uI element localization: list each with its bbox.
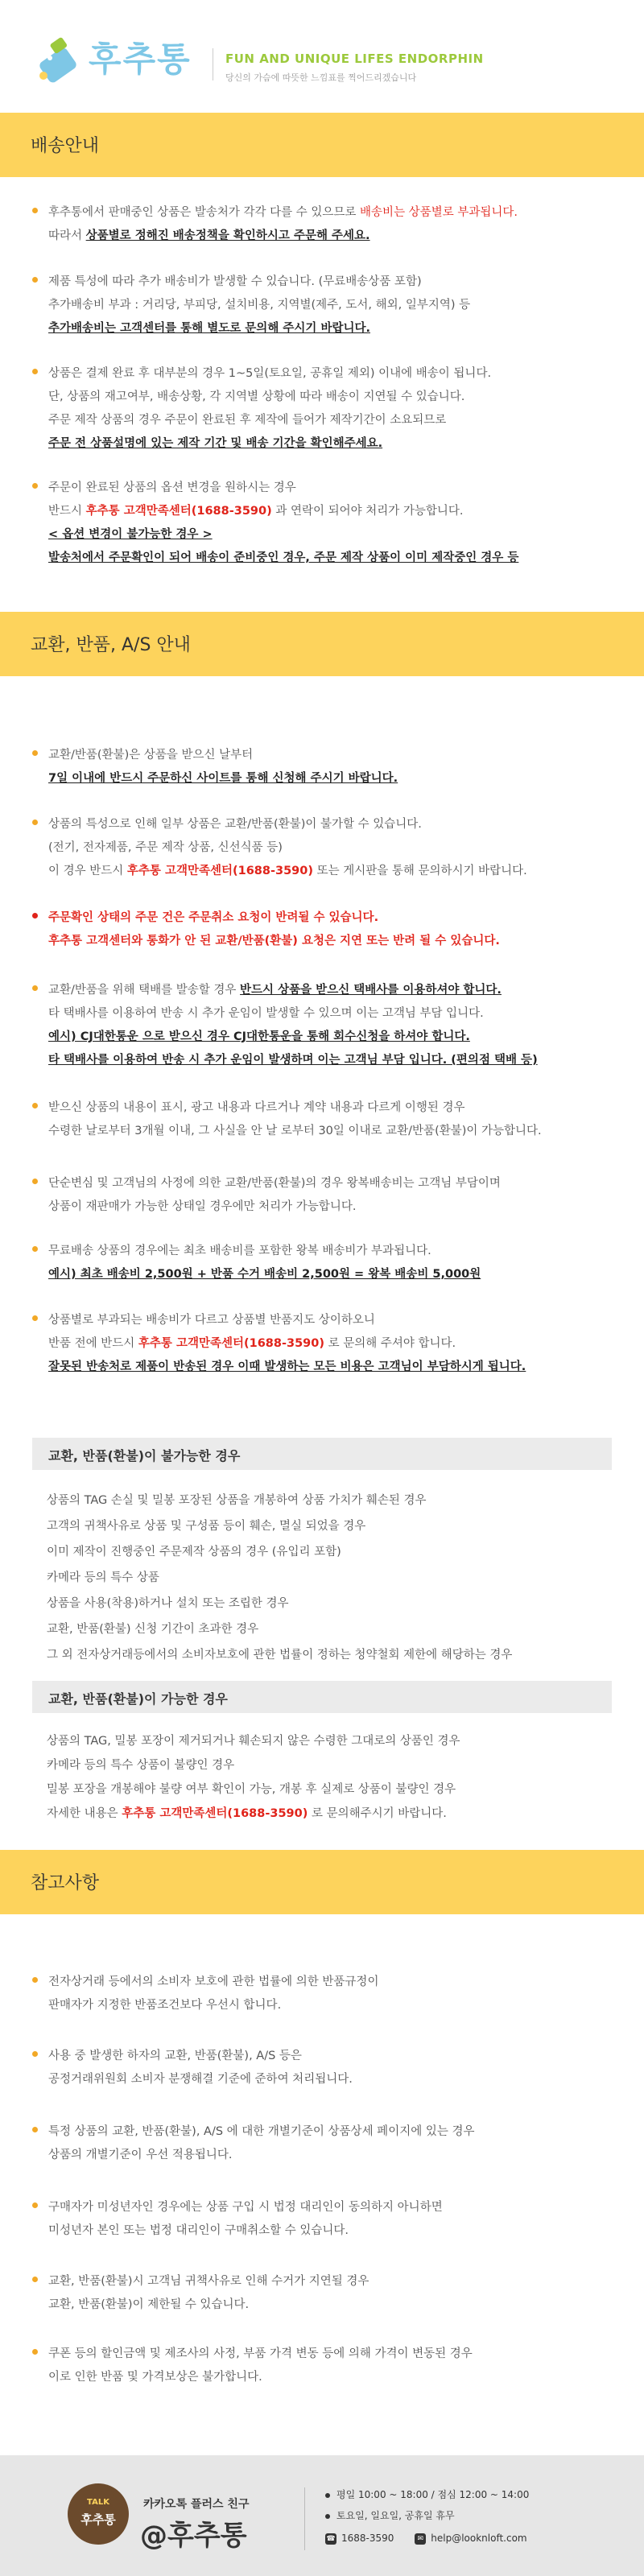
bullet-body	[48, 2196, 620, 2243]
bullet-dot-icon	[32, 2127, 38, 2132]
subheader-title: 교환, 반품(환불)이 불가능한 경우	[48, 1448, 241, 1463]
bullet-dot-icon	[32, 369, 38, 374]
bullet-body	[48, 1096, 620, 1143]
text-segment: 잘못된 반송처로 제품이 반송된 경우 이때 발생하는 모든 비용은 고객님이 부담하시게 됩니다.	[48, 1360, 526, 1373]
text-segment: 이로 인한 반품 및 가격보상은 불가합니다.	[48, 2371, 262, 2384]
possible-list	[47, 1729, 610, 1826]
text-line	[47, 1729, 610, 1753]
text-line	[48, 201, 620, 225]
text-segment: 구매자가 미성년자인 경우에는 상품 구입 시 법정 대리인이 동의하지 아니하면	[48, 2201, 443, 2214]
bullet-dot-icon	[32, 483, 38, 489]
text-segment: 자세한 내용은	[47, 1807, 122, 1820]
bullet-dot-icon	[32, 1179, 38, 1184]
text-line	[48, 2343, 620, 2366]
mail-icon: ✉	[415, 2533, 426, 2545]
hours-info	[325, 2487, 529, 2501]
bullet-icon	[325, 2514, 330, 2519]
bullet-body	[48, 2343, 620, 2389]
text-line	[48, 225, 620, 248]
bullet-body	[48, 362, 620, 456]
text-line	[48, 2219, 620, 2243]
list-item: 그 외 전자상거래등에서의 소비자보호에 관한 법률이 정하는 청약철회 제한에 해당하는 경우	[47, 1649, 513, 1662]
subheader-possible	[32, 1681, 612, 1713]
text-segment: 주문확인 상태의 주문 건은 주문취소 요청이 반려될 수 있습니다.	[48, 911, 379, 924]
text-line	[48, 1026, 620, 1049]
text-segment: 쿠폰 등의 할인금액 및 제조사의 사정, 부품 가격 변동 등에 의해 가격이 변동된 경우	[48, 2347, 473, 2360]
text-segment: 주문 전 상품설명에 있는 제작 기간 및 배송 기간을 확인해주세요.	[48, 437, 383, 450]
text-segment: 이 경우 반드시	[48, 865, 127, 877]
list-item: 상품의 TAG 손실 및 밀봉 포장된 상품을 개봉하여 상품 가치가 훼손된 경우	[47, 1494, 427, 1507]
section-title: 교환, 반품, A/S 안내	[31, 635, 191, 655]
text-segment: 반드시	[48, 505, 86, 518]
text-segment: 반품 전에 반드시	[48, 1337, 138, 1350]
text-segment: 추가배송비 부과 : 거리당, 부피당, 설치비용, 지역별(제주, 도서, 해외, 일부지역) 등	[48, 299, 471, 312]
text-line	[48, 2120, 620, 2144]
text-segment: 상품이 재판매가 가능한 상태일 경우에만 처리가 가능합니다.	[48, 1200, 357, 1213]
text-line	[48, 547, 620, 570]
text-line	[47, 1753, 610, 1777]
text-line	[48, 500, 620, 523]
text-segment: 후추통 고객만족센터(1688-3590)	[122, 1807, 308, 1820]
subtagline: 당신의 가슴에 따뜻한 느낌표를 찍어드리겠습니다	[225, 72, 417, 83]
text-segment: 밀봉 포장을 개봉해야 불량 여부 확인이 가능, 개봉 후 실제로 상품이 불량인 경우	[47, 1783, 456, 1796]
text-segment: 따라서	[48, 229, 86, 242]
bullet-dot-icon	[32, 913, 38, 919]
bullet-body	[48, 1240, 620, 1286]
text-line	[48, 362, 620, 386]
bullet-icon	[325, 2493, 330, 2498]
kakao-talk-badge[interactable]	[68, 2483, 129, 2545]
text-segment: 주문이 완료된 상품의 옵션 변경을 원하시는 경우	[48, 481, 296, 494]
text-line	[48, 523, 620, 547]
text-line	[47, 1777, 610, 1802]
text-line	[48, 767, 620, 791]
text-line	[48, 1971, 620, 1994]
text-line	[48, 1240, 620, 1263]
text-line	[48, 1049, 620, 1072]
text-line	[48, 2293, 620, 2317]
text-line	[48, 2068, 620, 2091]
bullet-dot-icon	[32, 2051, 38, 2057]
text-line	[48, 906, 620, 930]
phone-icon: ☎	[326, 2534, 336, 2543]
bullet-body	[48, 201, 620, 248]
header	[0, 0, 644, 113]
text-line	[48, 409, 620, 432]
text-line	[48, 477, 620, 500]
text-line	[48, 1309, 620, 1332]
text-segment: 상품별로 부과되는 배송비가 다르고 상품별 반품지도 상이하오니	[48, 1314, 375, 1327]
text-line	[48, 432, 620, 456]
section-title: 참고사항	[31, 1873, 100, 1893]
text-line	[48, 2366, 620, 2389]
text-segment: 주문 제작 상품의 경우 주문이 완료된 후 제작에 들어가 제작기간이 소요되므로	[48, 414, 447, 427]
kakao-id[interactable]: @후추통	[140, 2520, 247, 2552]
text-line	[48, 2196, 620, 2219]
logo-text: 후추통	[89, 39, 192, 79]
text-line	[48, 294, 620, 317]
bullet-body	[48, 2120, 620, 2167]
text-segment: 제품 특성에 따라 추가 배송비가 발생할 수 있습니다. (무료배송상품 포함)	[48, 275, 422, 288]
kakao-label: 카카오톡 플러스 친구	[143, 2498, 250, 2511]
text-segment: 로 문의해 주셔야 합니다.	[324, 1337, 456, 1350]
text-segment: 공정거래위원회 소비자 분쟁해결 기준에 준하여 처리됩니다.	[48, 2073, 353, 2086]
bullet-dot-icon	[32, 1977, 38, 1983]
text-segment: 무료배송 상품의 경우에는 최초 배송비를 포함한 왕복 배송비가 부과됩니다.	[48, 1245, 431, 1257]
text-segment: 타 택배사를 이용하여 반송 시 추가 운임이 발생하며 이는 고객님 부담 입니다. (편의점 택배 등)	[48, 1054, 538, 1067]
text-line	[48, 860, 620, 883]
hours-text: 평일 10:00 ~ 18:00 / 점심 12:00 ~ 14:00	[336, 2489, 530, 2500]
section-title: 배송안내	[31, 136, 100, 156]
text-segment: 7일 이내에 반드시 주문하신 사이트를 통해 신청해 주시기 바랍니다.	[48, 772, 398, 785]
text-line	[48, 930, 620, 953]
bullet-body	[48, 744, 620, 791]
text-segment: 특정 상품의 교환, 반품(환불), A/S 에 대한 개별기준이 상품상세 페이지에 있는 경우	[48, 2125, 475, 2138]
footer-divider	[304, 2487, 305, 2550]
text-segment: 상품의 TAG, 밀봉 포장이 제거되거나 훼손되지 않은 수령한 그대로의 상품인 경우	[47, 1735, 460, 1748]
text-line	[48, 1263, 620, 1286]
text-line	[48, 1120, 620, 1143]
text-segment: 과 연락이 되어야 처리가 가능합니다.	[271, 505, 464, 518]
text-segment: (전기, 전자제품, 주문 제작 상품, 신선식품 등)	[48, 841, 283, 854]
text-line	[48, 270, 620, 294]
text-line	[48, 1172, 620, 1195]
text-line	[48, 2045, 620, 2068]
list-item: 고객의 귀책사유로 상품 및 구성품 등이 훼손, 멸실 되었을 경우	[47, 1520, 366, 1533]
text-line	[48, 744, 620, 767]
text-segment: 배송비는 상품별로 부과됩니다.	[360, 206, 518, 219]
phone-text[interactable]: 1688-3590	[341, 2533, 394, 2544]
text-segment: 후추통 고객센터와 통화가 안 된 교환/반품(환불) 요청은 지연 또는 반려 될 수 있습니다.	[48, 935, 500, 947]
bullet-dot-icon	[32, 1315, 38, 1321]
text-line	[47, 1802, 610, 1826]
text-segment: 또는 게시판을 통해 문의하시기 바랍니다.	[312, 865, 527, 877]
text-segment: 교환/반품(환불)은 상품을 받으신 날부터	[48, 749, 254, 762]
bullet-body	[48, 477, 620, 570]
text-segment: 후추통 고객만족센터(1688-3590)	[85, 505, 272, 518]
bullet-body	[48, 270, 620, 341]
footer	[0, 2455, 644, 2576]
text-segment: 단, 상품의 재고여부, 배송상황, 각 지역별 상황에 따라 배송이 지연될 수 있습니다.	[48, 390, 465, 403]
text-segment: 단순변심 및 고객님의 사정에 의한 교환/반품(환불)의 경우 왕복배송비는 고객님 부담이며	[48, 1177, 501, 1190]
text-line	[48, 1002, 620, 1026]
text-segment: 예시) 최초 배송비 2,500원 + 반품 수거 배송비 2,500원 = 왕복 배송비 5,000원	[48, 1268, 481, 1281]
bullet-dot-icon	[32, 1246, 38, 1252]
text-segment: 반드시 상품을 받으신 택배사를 이용하셔야 합니다.	[240, 984, 502, 997]
bullet-dot-icon	[32, 985, 38, 991]
text-segment: 타 택배사를 이용하여 반송 시 추가 운임이 발생할 수 있으며 이는 고객님 부담 입니다.	[48, 1007, 484, 1020]
subheader-not-possible	[32, 1438, 612, 1470]
text-line	[48, 813, 620, 836]
text-line	[48, 386, 620, 409]
text-segment: 수령한 날로부터 3개월 이내, 그 사실을 안 날 로부터 30일 이내로 교환/반품(환불)이 가능합니다.	[48, 1125, 542, 1137]
text-segment: 교환, 반품(환불)이 제한될 수 있습니다.	[48, 2298, 250, 2311]
bullet-body	[48, 1971, 620, 2017]
bullet-dot-icon	[32, 2202, 38, 2208]
bullet-dot-icon	[32, 208, 38, 213]
text-segment: 상품은 결제 완료 후 대부분의 경우 1~5일(토요일, 공휴일 제외) 이내에 배송이 됩니다.	[48, 367, 492, 380]
email-text[interactable]: help@looknloft.com	[431, 2533, 527, 2544]
bullet-body	[48, 1172, 620, 1219]
tagline: FUN AND UNIQUE LIFES ENDORPHIN	[225, 52, 484, 66]
text-line	[48, 1096, 620, 1120]
bullet-dot-icon	[32, 2277, 38, 2282]
text-line	[48, 317, 620, 341]
not-possible-list	[47, 1488, 610, 1668]
bullet-dot-icon	[32, 277, 38, 283]
section-header-exchange	[0, 612, 644, 676]
text-line	[48, 2144, 620, 2167]
section-header-notes	[0, 1850, 644, 1914]
text-segment: 발송처에서 주문확인이 되어 배송이 준비중인 경우, 주문 제작 상품이 이미 제작중인 경우 등	[48, 551, 519, 564]
text-segment: 교환, 반품(환불)시 고객님 귀책사유로 인해 수거가 지연될 경우	[48, 2275, 369, 2288]
bullet-body	[48, 906, 620, 953]
text-line	[48, 2270, 620, 2293]
text-segment: 후추통 고객만족센터(1688-3590)	[138, 1337, 324, 1350]
text-segment: 전자상거래 등에서의 소비자 보호에 관한 법률에 의한 반품규정이	[48, 1975, 379, 1988]
subheader-title: 교환, 반품(환불)이 가능한 경우	[48, 1691, 228, 1707]
list-item: 카메라 등의 특수 상품	[47, 1571, 159, 1584]
closed-info	[325, 2508, 455, 2522]
bullet-body	[48, 979, 620, 1072]
text-segment: 예시) CJ대한통운 으로 받으신 경우 CJ대한통운을 통해 회수신청을 하셔야 합니다.	[48, 1030, 470, 1043]
bullet-body	[48, 813, 620, 883]
text-segment: 로 문의해주시기 바랍니다.	[308, 1807, 447, 1820]
contact-info	[325, 2533, 527, 2545]
text-line	[48, 1356, 620, 1379]
talk-name: 후추통	[80, 2512, 116, 2527]
list-item: 이미 제작이 진행중인 주문제작 상품의 경우 (유입리 포함)	[47, 1546, 341, 1558]
text-segment: 상품의 특성으로 인해 일부 상품은 교환/반품(환불)이 불가할 수 있습니다.	[48, 818, 422, 831]
text-line	[48, 836, 620, 860]
section-header-delivery	[0, 113, 644, 177]
text-segment: 추가배송비는 고객센터를 통해 별도로 문의해 주시기 바랍니다.	[48, 322, 370, 335]
text-line	[48, 1332, 620, 1356]
text-line	[48, 1195, 620, 1219]
text-segment: 후추통에서 판매중인 상품은 발송처가 각각 다를 수 있으므로	[48, 206, 361, 219]
text-segment: 받으신 상품의 내용이 표시, 광고 내용과 다르거나 계약 내용과 다르게 이행된 경우	[48, 1101, 465, 1114]
text-segment: 사용 중 발생한 하자의 교환, 반품(환불), A/S 등은	[48, 2050, 302, 2062]
pepper-shaker-icon	[34, 35, 82, 84]
bullet-body	[48, 1309, 620, 1379]
text-segment: 미성년자 본인 또는 법정 대리인이 구매취소할 수 있습니다.	[48, 2224, 349, 2237]
closed-text: 토요일, 일요일, 공휴일 휴무	[336, 2510, 455, 2521]
list-item: 교환, 반품(환불) 신청 기간이 초과한 경우	[47, 1623, 259, 1636]
bullet-body	[48, 2045, 620, 2091]
text-segment: 상품의 개별기준이 우선 적용됩니다.	[48, 2149, 233, 2161]
text-segment: 상품별로 정해진 배송정책을 확인하시고 주문해 주세요.	[85, 229, 370, 242]
text-segment: 후추통 고객만족센터(1688-3590)	[126, 865, 313, 877]
bullet-body	[48, 2270, 620, 2317]
text-segment: 카메라 등의 특수 상품이 불량인 경우	[47, 1759, 235, 1772]
text-segment: 판매자가 지정한 반품조건보다 우선시 합니다.	[48, 1999, 282, 2012]
list-item: 상품을 사용(착용)하거나 설치 또는 조립한 경우	[47, 1597, 289, 1610]
bullet-dot-icon	[32, 819, 38, 825]
bullet-dot-icon	[32, 2349, 38, 2355]
text-line	[48, 979, 620, 1002]
bullet-dot-icon	[32, 750, 38, 756]
talk-label: TALK	[87, 2498, 109, 2507]
text-line	[48, 1994, 620, 2017]
text-segment: 교환/반품을 위해 택배를 발송할 경우	[48, 984, 241, 997]
text-segment: < 옵션 변경이 불가능한 경우 >	[48, 528, 213, 541]
bullet-dot-icon	[32, 1103, 38, 1108]
